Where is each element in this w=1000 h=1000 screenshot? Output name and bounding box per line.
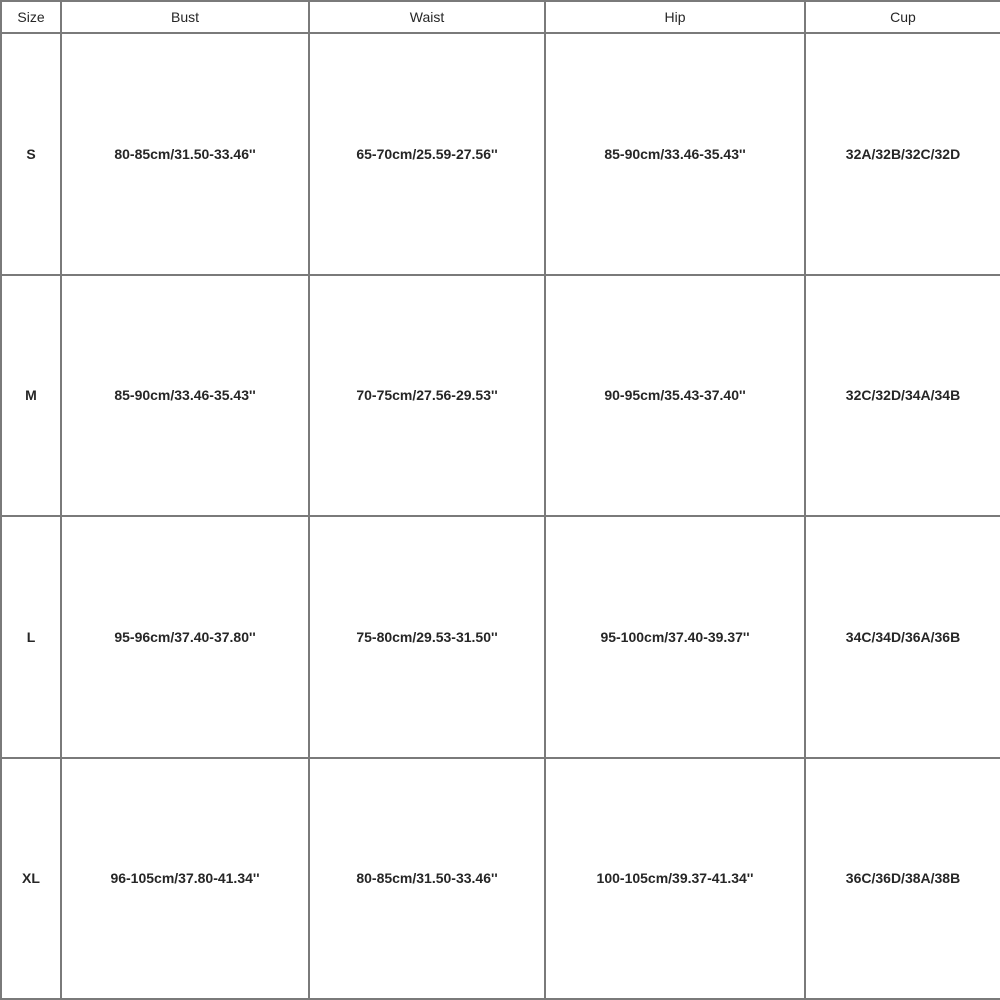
bust-cell: 96-105cm/37.80-41.34'' [61, 758, 309, 1000]
header-size: Size [1, 1, 61, 33]
table-row [1, 33, 1000, 275]
table-row [1, 275, 1000, 517]
header-hip: Hip [545, 1, 805, 33]
size-cell: M [1, 275, 61, 517]
header-waist: Waist [309, 1, 545, 33]
table-row [1, 758, 1000, 1000]
cup-cell: 34C/34D/36A/36B [805, 516, 1000, 758]
table-header [1, 1, 1000, 33]
hip-cell: 95-100cm/37.40-39.37'' [545, 516, 805, 758]
cup-cell: 32C/32D/34A/34B [805, 275, 1000, 517]
bust-cell: 85-90cm/33.46-35.43'' [61, 275, 309, 517]
header-cup: Cup [805, 1, 1000, 33]
waist-cell: 70-75cm/27.56-29.53'' [309, 275, 545, 517]
table-body [1, 33, 1000, 999]
cup-cell: 32A/32B/32C/32D [805, 33, 1000, 275]
bust-cell: 95-96cm/37.40-37.80'' [61, 516, 309, 758]
waist-cell: 65-70cm/25.59-27.56'' [309, 33, 545, 275]
size-cell: S [1, 33, 61, 275]
size-cell: L [1, 516, 61, 758]
hip-cell: 85-90cm/33.46-35.43'' [545, 33, 805, 275]
header-row [1, 1, 1000, 33]
table-row [1, 516, 1000, 758]
hip-cell: 100-105cm/39.37-41.34'' [545, 758, 805, 1000]
header-bust: Bust [61, 1, 309, 33]
cup-cell: 36C/36D/38A/38B [805, 758, 1000, 1000]
bust-cell: 80-85cm/31.50-33.46'' [61, 33, 309, 275]
size-cell: XL [1, 758, 61, 1000]
waist-cell: 75-80cm/29.53-31.50'' [309, 516, 545, 758]
waist-cell: 80-85cm/31.50-33.46'' [309, 758, 545, 1000]
hip-cell: 90-95cm/35.43-37.40'' [545, 275, 805, 517]
